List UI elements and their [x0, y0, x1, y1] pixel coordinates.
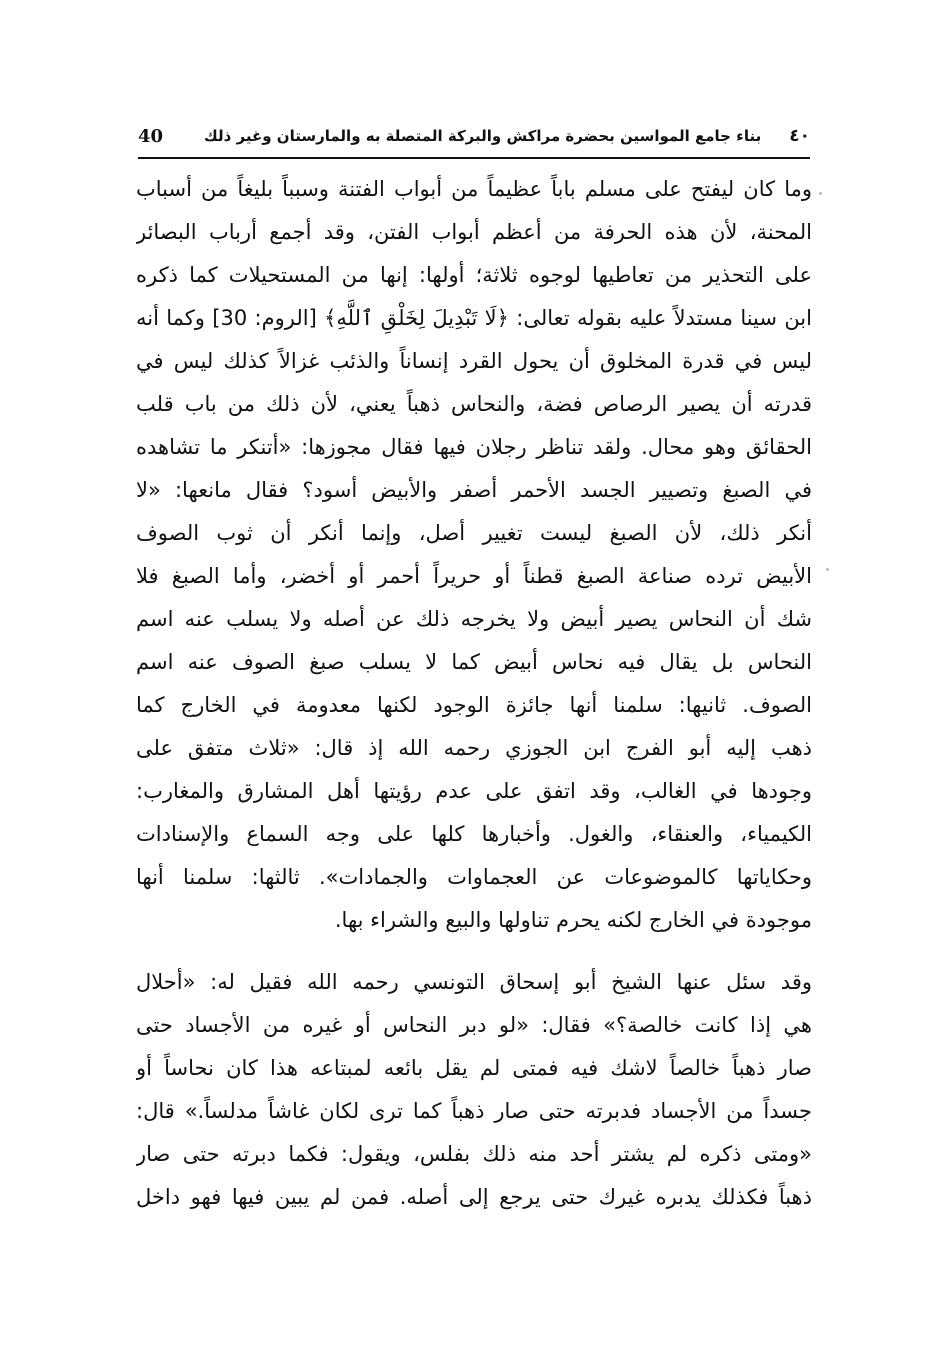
text-line: الكيمياء، والعنقاء، والغول. وأخبارها كلها على وجه السماع والإسنادات: [136, 822, 812, 846]
text-line: قدرته أن يصير الرصاص فضة، والنحاس ذهباً يعني، لأن ذلك من باب قلب: [136, 392, 812, 416]
text-line: الأبيض ترده صناعة الصبغ قطناً أو حريراً أحمر أو أخضر، وأما الصبغ فلا: [136, 564, 812, 588]
text-line: هي إذا كانت خالصة؟» فقال: «لو دبر النحاس أو غيره من الأجساد حتى: [136, 1013, 812, 1037]
page-number-arabic: ٤٠: [789, 126, 810, 146]
page-number-latin: 40: [138, 125, 164, 147]
text-line: على التحذير من تعاطيها لوجوه ثلاثة؛ أولها: إنها من المستحيلات كما ذكره: [136, 263, 812, 287]
header-divider: [138, 157, 810, 159]
text-line: في الصبغ وتصيير الجسد الأحمر أصفر والأبيض أسود؟ فقال مانعها: «لا: [136, 478, 812, 502]
text-line: الحقائق وهو محال. ولقد تناظر رجلان فيها فقال مجوزها: «أتنكر ما تشاهده: [136, 435, 812, 459]
text-line: الصوف. ثانيها: سلمنا أنها جائزة الوجود لكنها معدومة في الخارج كما: [136, 693, 812, 717]
text-line: موجودة في الخارج لكنه يحرم تناولها والبيع والشراء بها.: [334, 908, 812, 932]
text-line: المحنة، لأن هذه الحرفة من أعظم أبواب الفتن، وقد أجمع أرباب البصائر: [136, 220, 812, 244]
text-line: وجودها في الغالب، وقد اتفق على عدم رؤيتها أهل المشارق والمغارب:: [136, 779, 812, 803]
running-title: بناء جامع المواسين بحضرة مراكش والبركة المتصلة به والمارستان وغير ذلك: [204, 127, 762, 145]
text-line: ذهباً فكذلك يدبره غيرك حتى يرجع إلى أصله. فمن لم يبين فيها فهو داخل: [136, 1185, 812, 1209]
text-line: وحكاياتها كالموضوعات عن العجماوات والجمادات». ثالثها: سلمنا أنها: [136, 865, 812, 889]
text-line: ليس في قدرة المخلوق أن يحول القرد إنساناً والذئب غزالاً كذلك ليس في: [136, 349, 812, 373]
text-line: وقد سئل عنها الشيخ أبو إسحاق التونسي رحمه الله فقيل له: «أحلال: [136, 970, 812, 994]
text-line: شك أن النحاس يصير أبيض ولا يخرجه ذلك عن أصله ولا يسلب عنه اسم: [136, 607, 812, 631]
text-line: صار ذهباً خالصاً لاشك فيه فمتى لم يقل بائعه لمبتاعه هذا كان نحاساً أو: [136, 1056, 812, 1080]
text-line: أنكر ذلك، لأن الصبغ ليست تغيير أصل، وإنما أنكر أن ثوب الصوف: [136, 521, 812, 545]
paragraph-2: [136, 961, 812, 1219]
text-line: النحاس بل يقال فيه نحاس أبيض كما لا يسلب صبغ الصوف عنه اسم: [136, 650, 812, 674]
scan-speck: [826, 568, 829, 571]
page-header: [138, 118, 810, 154]
text-line: ابن سينا مستدلاً عليه بقوله تعالى: ﴿لَا تَبْدِيلَ لِخَلْقِ ٱللَّهِ﴾ [الروم: 30] وكما أنه: [136, 306, 812, 330]
text-line: جسداً من الأجساد فدبرته حتى صار ذهباً كما ترى لكان غاشاً مدلساً.» قال:: [136, 1099, 812, 1123]
text-line: «ومتى ذكره لم يشتر أحد منه ذلك بفلس، ويقول: فكما دبرته حتى صار: [136, 1142, 812, 1166]
text-line: وما كان ليفتح على مسلم باباً عظيماً من أبواب الفتنة وسبباً بليغاً من أسباب: [136, 177, 812, 201]
scan-speck: [819, 192, 822, 195]
paragraph-1: [136, 168, 812, 942]
text-line: ذهب إليه أبو الفرج ابن الجوزي رحمه الله إذ قال: «ثلاث متفق على: [136, 736, 812, 760]
